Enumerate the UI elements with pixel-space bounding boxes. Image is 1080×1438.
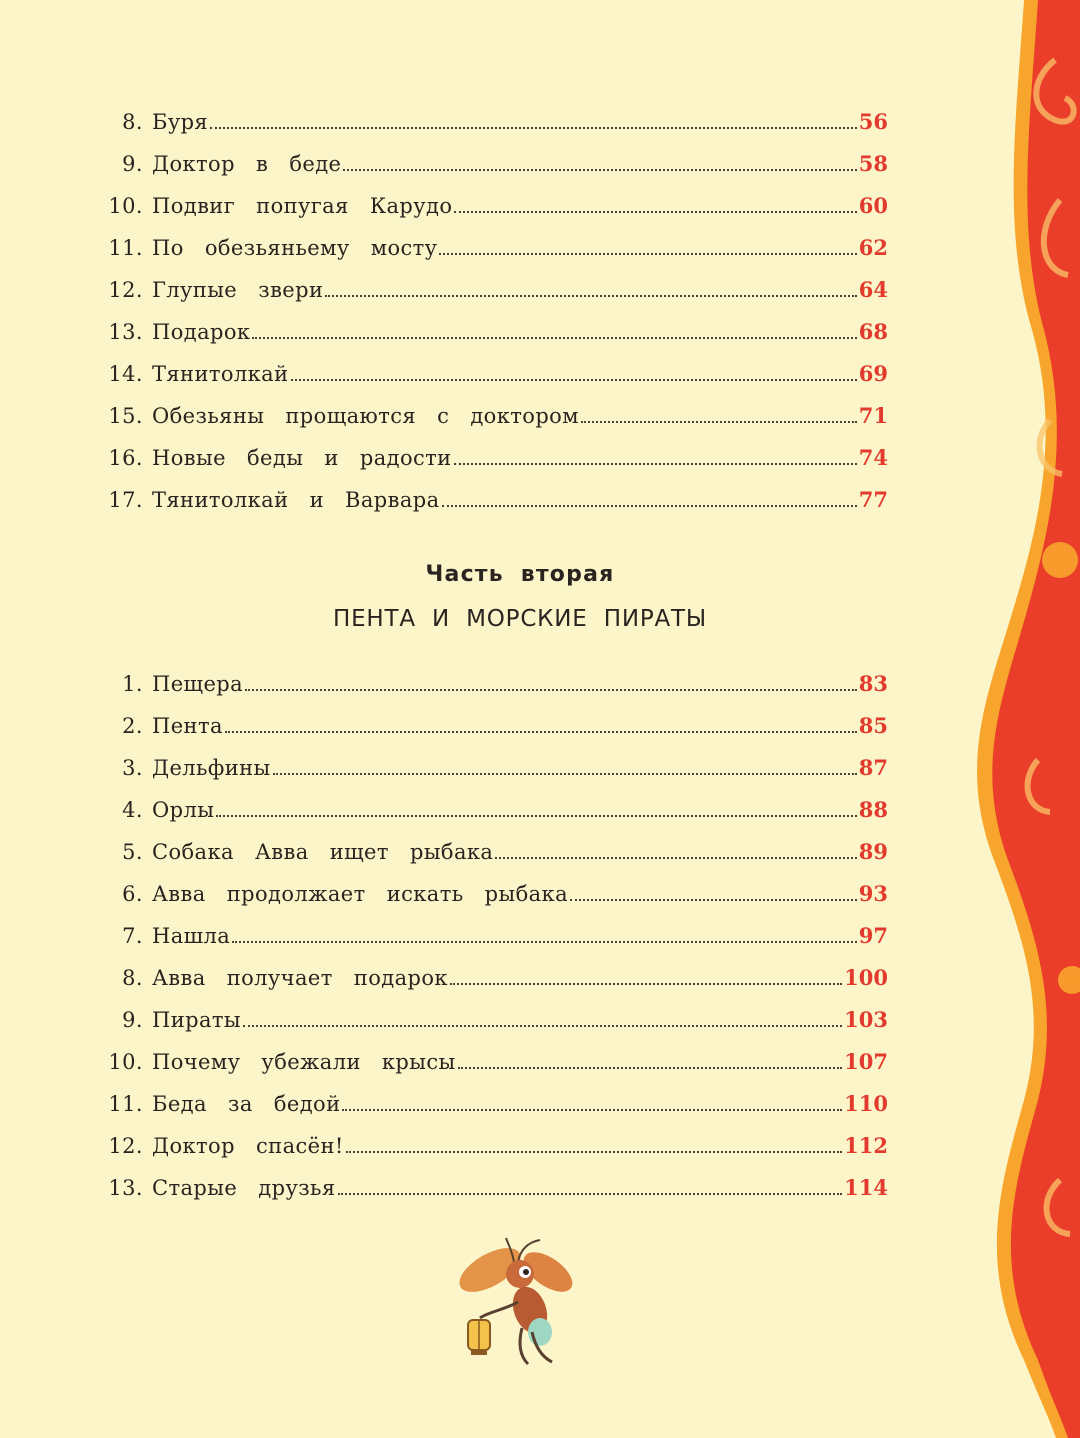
chapter-title: Подарок (152, 320, 251, 344)
chapter-title: Авва продолжает искать рыбака (152, 882, 568, 906)
dot-leader (243, 1025, 842, 1027)
page-number: 112 (844, 1133, 888, 1158)
dot-leader (439, 253, 856, 255)
part-subtitle: ПЕНТА И МОРСКИЕ ПИРАТЫ (332, 606, 708, 632)
toc-entry (0, 346, 890, 386)
page-number: 88 (858, 797, 888, 822)
toc-entry (0, 430, 890, 470)
toc-entry (0, 992, 890, 1032)
chapter-number: 10. (108, 194, 143, 218)
dot-leader (225, 731, 857, 733)
chapter-title: Пента (152, 714, 223, 738)
chapter-number: 8. (122, 110, 143, 134)
chapter-number: 2. (122, 714, 143, 738)
page-number: 97 (858, 923, 888, 948)
page-number: 93 (858, 881, 888, 906)
page-number: 62 (858, 235, 888, 260)
dot-leader (343, 169, 856, 171)
page-number: 64 (858, 277, 888, 302)
chapter-title: Тянитолкай и Варвара (152, 488, 440, 512)
chapter-title: Почему убежали крысы (152, 1050, 456, 1074)
chapter-title: Глупые звери (152, 278, 324, 302)
chapter-title: Старые друзья (152, 1176, 336, 1200)
dot-leader (450, 983, 842, 985)
chapter-number: 8. (122, 966, 143, 990)
dot-leader (458, 1067, 842, 1069)
page-number: 87 (858, 755, 888, 780)
chapter-title: Орлы (152, 798, 215, 822)
chapter-title: Нашла (152, 924, 231, 948)
page-number: 77 (858, 487, 888, 512)
dot-leader (342, 1109, 842, 1111)
toc-entry (0, 824, 890, 864)
chapter-title: Тянитолкай (152, 362, 289, 386)
page-number: 89 (858, 839, 888, 864)
toc-entry (0, 1118, 890, 1158)
page-number: 58 (858, 151, 888, 176)
toc-entry (0, 740, 890, 780)
toc-entry (0, 1034, 890, 1074)
page-number: 110 (844, 1091, 888, 1116)
chapter-number: 12. (108, 1134, 143, 1158)
page-number: 107 (844, 1049, 888, 1074)
chapter-number: 12. (108, 278, 143, 302)
chapter-number: 14. (108, 362, 143, 386)
toc-entry (0, 782, 890, 822)
chapter-title: Доктор спасён! (152, 1134, 344, 1158)
page-number: 60 (858, 193, 888, 218)
chapter-title: Доктор в беде (152, 152, 342, 176)
toc-entry (0, 908, 890, 948)
toc-entry (0, 136, 890, 176)
chapter-number: 11. (108, 1092, 143, 1116)
toc-entry (0, 656, 890, 696)
dot-leader (346, 1151, 842, 1153)
page-number: 74 (858, 445, 888, 470)
dot-leader (581, 421, 857, 423)
firefly-illustration (448, 1232, 588, 1372)
dot-leader (325, 295, 856, 297)
toc-entry (0, 220, 890, 260)
chapter-number: 5. (122, 840, 143, 864)
chapter-number: 13. (108, 320, 143, 344)
page-number: 100 (844, 965, 888, 990)
toc-entry (0, 866, 890, 906)
page-number: 71 (858, 403, 888, 428)
dot-leader (232, 941, 857, 943)
dot-leader (338, 1193, 843, 1195)
dot-leader (454, 463, 857, 465)
chapter-title: Новые беды и радости (152, 446, 452, 470)
chapter-number: 10. (108, 1050, 143, 1074)
part-heading: Часть вторая (425, 562, 615, 587)
chapter-number: 15. (108, 404, 143, 428)
page-number: 83 (858, 671, 888, 696)
toc-entry (0, 304, 890, 344)
toc-entry (0, 178, 890, 218)
page-number: 68 (858, 319, 888, 344)
chapter-number: 9. (122, 1008, 143, 1032)
chapter-number: 4. (122, 798, 143, 822)
dot-leader (216, 815, 856, 817)
toc-entry (0, 950, 890, 990)
chapter-title: Буря (152, 110, 209, 134)
page-number: 69 (858, 361, 888, 386)
page-number: 56 (858, 109, 888, 134)
dot-leader (210, 127, 857, 129)
chapter-number: 3. (122, 756, 143, 780)
dot-leader (454, 211, 856, 213)
dot-leader (245, 689, 857, 691)
chapter-number: 1. (122, 672, 143, 696)
page-number: 85 (858, 713, 888, 738)
chapter-number: 13. (108, 1176, 143, 1200)
dot-leader (442, 505, 857, 507)
dot-leader (291, 379, 857, 381)
chapter-number: 9. (122, 152, 143, 176)
chapter-number: 16. (108, 446, 143, 470)
chapter-title: Авва получает подарок (152, 966, 448, 990)
chapter-number: 6. (122, 882, 143, 906)
chapter-title: Собака Авва ищет рыбака (152, 840, 494, 864)
chapter-title: Пещера (152, 672, 244, 696)
dot-leader (252, 337, 856, 339)
dot-leader (273, 773, 857, 775)
toc-entry (0, 472, 890, 512)
chapter-title: Пираты (152, 1008, 242, 1032)
chapter-title: Подвиг попугая Карудо (152, 194, 453, 218)
chapter-number: 17. (108, 488, 143, 512)
toc-entry (0, 1160, 890, 1200)
chapter-title: Дельфины (152, 756, 271, 780)
page-number: 103 (844, 1007, 888, 1032)
chapter-title: Обезьяны прощаются с доктором (152, 404, 579, 428)
chapter-title: По обезьяньему мосту (152, 236, 438, 260)
dot-leader (570, 899, 857, 901)
toc-entry (0, 94, 890, 134)
ornamental-border (920, 0, 1080, 1438)
toc-entry (0, 262, 890, 302)
chapter-number: 7. (122, 924, 143, 948)
toc-entry (0, 1076, 890, 1116)
toc-entry (0, 388, 890, 428)
page-number: 114 (844, 1175, 888, 1200)
chapter-title: Беда за бедой (152, 1092, 341, 1116)
chapter-number: 11. (108, 236, 143, 260)
toc-entry (0, 698, 890, 738)
dot-leader (495, 857, 856, 859)
